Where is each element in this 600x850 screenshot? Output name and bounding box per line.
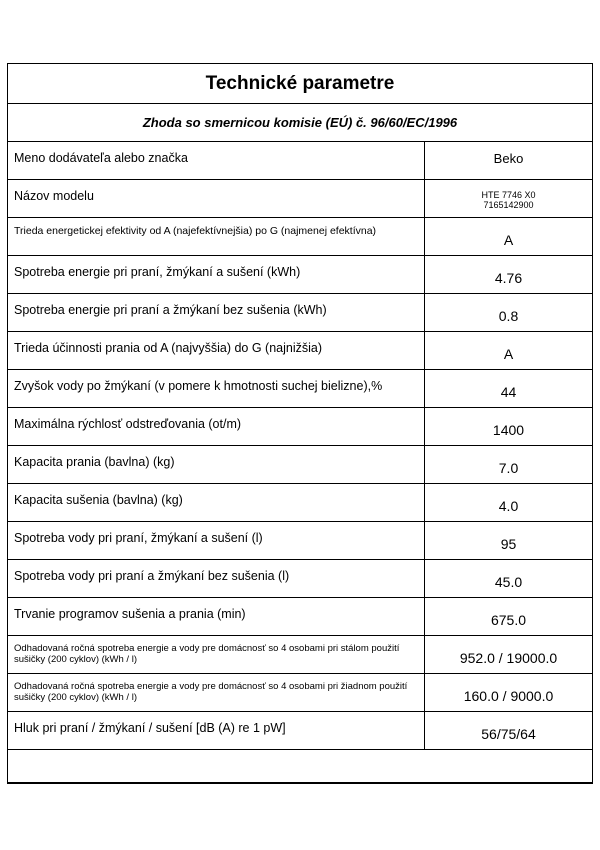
row-label: Kapacita sušenia (bavlna) (kg) <box>8 484 425 521</box>
model-name: HTE 7746 X0 <box>481 189 536 200</box>
row-value: A <box>503 231 514 248</box>
table-row-model <box>8 180 592 218</box>
empty-row <box>8 750 592 783</box>
row-label: Spotreba energie pri praní, žmýkaní a sušení (kWh) <box>8 256 425 293</box>
row-label: Meno dodávateľa alebo značka <box>8 142 425 179</box>
row-value: 95 <box>500 535 517 552</box>
row-value: 1400 <box>492 421 525 438</box>
table-row-water-wash-only <box>8 560 592 598</box>
table-row-noise <box>8 712 592 750</box>
row-label: Maximálna rýchlosť odstreďovania (ot/m) <box>8 408 425 445</box>
row-value: 44 <box>500 383 517 400</box>
table-row-annual-with-dryer <box>8 636 592 674</box>
row-value: 0.8 <box>498 307 519 324</box>
document-title: Technické parametre <box>8 64 592 104</box>
row-label: Trvanie programov sušenia a prania (min) <box>8 598 425 635</box>
table-row-wash-efficiency <box>8 332 592 370</box>
row-value: Beko <box>493 151 524 166</box>
row-value: 45.0 <box>494 573 523 590</box>
table-row-energy-wash-only <box>8 294 592 332</box>
row-value: 56/75/64 <box>481 725 536 742</box>
row-value: 952.0 / 19000.0 <box>459 649 558 666</box>
row-label: Trieda účinnosti prania od A (najvyššia) do G (najnižšia) <box>8 332 425 369</box>
row-value: 4.0 <box>498 497 519 514</box>
model-code: 7165142900 <box>483 199 534 210</box>
row-label: Trieda energetickej efektivity od A (najefektívnejšia) po G (najmenej efektívna) <box>8 218 425 255</box>
technical-parameters-table <box>7 63 593 784</box>
row-value: 160.0 / 9000.0 <box>463 687 554 704</box>
row-label: Zvyšok vody po žmýkaní (v pomere k hmotnosti suchej bielizne),% <box>8 370 425 407</box>
table-row-annual-without-dryer <box>8 674 592 712</box>
row-label: Spotreba vody pri praní a žmýkaní bez sušenia (l) <box>8 560 425 597</box>
row-value <box>425 180 592 217</box>
table-row-program-duration <box>8 598 592 636</box>
table-row-water-wash-dry <box>8 522 592 560</box>
table-row-energy-class <box>8 218 592 256</box>
row-label: Odhadovaná ročná spotreba energie a vody pre domácnosť so 4 osobami pri stálom použití sušičky (200 cyklov) (kWh / l) <box>8 636 425 673</box>
row-label: Hluk pri praní / žmýkaní / sušení [dB (A) re 1 pW] <box>8 712 425 749</box>
row-value: 675.0 <box>490 611 527 628</box>
document-subtitle: Zhoda so smernicou komisie (EÚ) č. 96/60/EC/1996 <box>8 104 592 142</box>
row-value: 7.0 <box>498 459 519 476</box>
row-value: 4.76 <box>494 269 523 286</box>
row-value: A <box>503 345 514 362</box>
table-row-supplier <box>8 142 592 180</box>
row-label: Spotreba vody pri praní, žmýkaní a sušení (l) <box>8 522 425 559</box>
row-label: Názov modelu <box>8 180 425 217</box>
table-row-energy-wash-dry <box>8 256 592 294</box>
table-row-remaining-moisture <box>8 370 592 408</box>
table-row-dry-capacity <box>8 484 592 522</box>
row-label: Odhadovaná ročná spotreba energie a vody pre domácnosť so 4 osobami pri žiadnom použití sušičky (200 cyklov) (kWh / l) <box>8 674 425 711</box>
table-row-spin-speed <box>8 408 592 446</box>
row-label: Spotreba energie pri praní a žmýkaní bez sušenia (kWh) <box>8 294 425 331</box>
row-label: Kapacita prania (bavlna) (kg) <box>8 446 425 483</box>
table-row-wash-capacity <box>8 446 592 484</box>
